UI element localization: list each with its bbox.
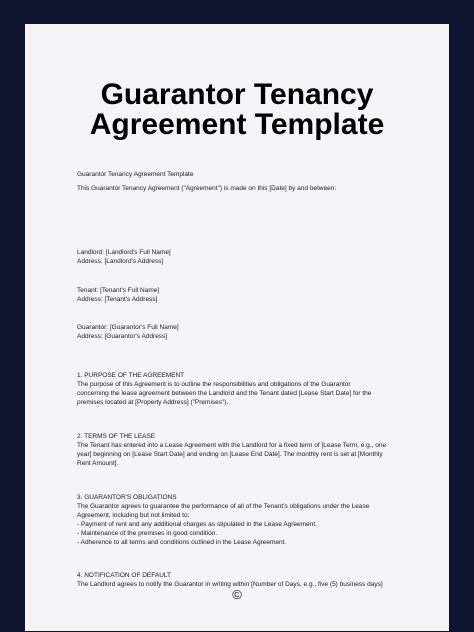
section-heading: 3. GUARANTOR'S OBLIGATIONS bbox=[77, 494, 177, 501]
guarantor-name: Guarantor: [Guarantor's Full Name] bbox=[77, 324, 179, 331]
section-line: The Guarantor agrees to guarantee the performance of all of the Tenant's obligations under the Lease bbox=[77, 503, 370, 510]
section-line: The Landlord agrees to notify the Guarantor in writing within [Number of Days, e.g., five (5) business days] bbox=[77, 581, 383, 588]
section-purpose bbox=[77, 371, 415, 407]
landlord-name: Landlord: [Landlord's Full Name] bbox=[77, 249, 171, 256]
section-lease-terms bbox=[77, 432, 415, 468]
tenant-name: Tenant: [Tenant's Full Name] bbox=[77, 287, 160, 294]
section-line: year] beginning on [Lease Start Date] and ending on [Lease End Date]. The monthly rent is set at [Monthly bbox=[77, 451, 383, 458]
section-line: - Maintenance of the premises in good condition. bbox=[77, 530, 218, 537]
landlord-address: Address: [Landlord's Address] bbox=[77, 258, 164, 265]
title-line-2: Agreement Template bbox=[89, 108, 385, 141]
section-line: Rent Amount]. bbox=[77, 460, 119, 467]
section-line: The Tenant has entered into a Lease Agreement with the Landlord for a fixed term of [Lease Term, e.g., one bbox=[77, 442, 387, 449]
guarantor-address: Address: [Guarantor's Address] bbox=[77, 333, 168, 340]
section-line: Agreement, including but not limited to: bbox=[77, 512, 190, 519]
section-heading: 1. PURPOSE OF THE AGREEMENT bbox=[77, 372, 185, 379]
copyright-icon: © bbox=[232, 587, 242, 602]
guarantor-block bbox=[77, 323, 415, 341]
tenant-address: Address: [Tenant's Address] bbox=[77, 296, 158, 303]
subtitle-block bbox=[77, 170, 415, 179]
section-line: The purpose of this Agreement is to outline the responsibilities and obligations of the Guarantor bbox=[77, 381, 351, 388]
section-line: - Payment of rent and any additional charges as stipulated in the Lease Agreement. bbox=[77, 521, 317, 528]
section-heading: 2. TERMS OF THE LEASE bbox=[77, 433, 156, 440]
section-heading: 4. NOTIFICATION OF DEFAULT bbox=[77, 572, 172, 579]
section-line: premises located at [Property Address] ("Premises"). bbox=[77, 399, 229, 406]
section-line: - Adherence to all terms and conditions outlined in the Lease Agreement. bbox=[77, 539, 287, 546]
intro-text: This Guarantor Tenancy Agreement ("Agreement") is made on this [Date] by and between: bbox=[77, 185, 337, 192]
document-subtitle: Guarantor Tenancy Agreement Template bbox=[77, 171, 194, 178]
landlord-block bbox=[77, 248, 415, 266]
section-line: concerning the lease agreement between the Landlord and the Tenant dated [Lease Start Date] for the bbox=[77, 390, 372, 397]
section-guarantor-obligations bbox=[77, 493, 415, 547]
tenant-block bbox=[77, 286, 415, 304]
title-line-1: Guarantor Tenancy bbox=[100, 78, 374, 111]
document-page bbox=[25, 24, 449, 631]
intro-block bbox=[77, 184, 415, 193]
document-title bbox=[25, 80, 449, 140]
